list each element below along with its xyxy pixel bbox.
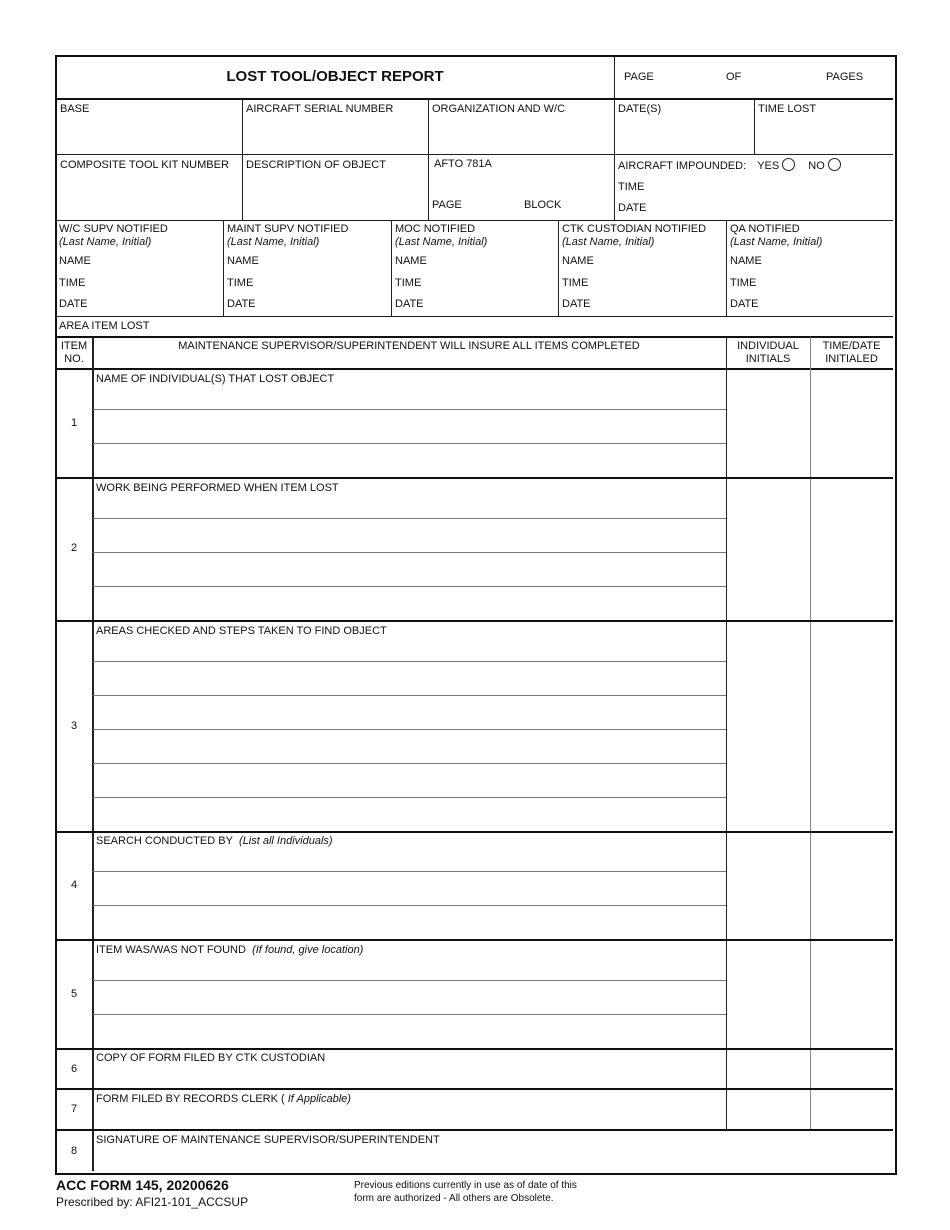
notified-name-field[interactable]: NAME [59,255,91,267]
item-number: 3 [70,720,78,732]
impounded-time-field[interactable]: TIME [618,181,645,193]
notified-title: W/C SUPV NOTIFIED [59,223,168,235]
item-number: 4 [70,879,78,891]
instruction-header: MAINTENANCE SUPERVISOR/SUPERINTENDENT WILL INSURE ALL ITEMS COMPLETED [178,340,640,352]
notified-name-field[interactable]: NAME [227,255,259,267]
aircraft-impounded-label: AIRCRAFT IMPOUNDED: YES NO [618,158,841,173]
afto-block-field[interactable]: BLOCK [524,199,562,211]
form-id: ACC FORM 145, 20200626 [56,1177,229,1193]
notified-title: MOC NOTIFIED [395,223,476,235]
item-no-header: ITEM NO. [60,340,88,365]
item-number: 5 [70,988,78,1000]
dates-field[interactable]: DATE(S) [618,103,662,115]
impounded-date-field[interactable]: DATE [618,202,647,214]
base-field[interactable]: BASE [60,103,90,115]
notified-date-field[interactable]: DATE [562,298,591,310]
timedate-header: TIME/DATE INITIALED [822,340,881,365]
item-label: SEARCH CONDUCTED BY (List all Individuals) [96,835,333,847]
item-label: AREAS CHECKED AND STEPS TAKEN TO FIND OBJECT [96,625,387,637]
notified-title: CTK CUSTODIAN NOTIFIED [562,223,707,235]
notified-subtitle: (Last Name, Initial) [562,236,655,248]
notified-title: MAINT SUPV NOTIFIED [227,223,349,235]
item-number: 7 [70,1103,78,1115]
item-number: 6 [70,1063,78,1075]
no-radio[interactable] [828,158,841,171]
notified-name-field[interactable]: NAME [395,255,427,267]
notified-date-field[interactable]: DATE [227,298,256,310]
afto-label: AFTO 781A [434,158,492,170]
initials-header: INDIVIDUAL INITIALS [737,340,799,365]
notified-subtitle: (Last Name, Initial) [730,236,823,248]
signature-label[interactable]: SIGNATURE OF MAINTENANCE SUPERVISOR/SUPERINTENDENT [96,1134,440,1146]
afto-page-field[interactable]: PAGE [432,199,462,211]
notified-time-field[interactable]: TIME [227,277,254,289]
item-label: NAME OF INDIVIDUAL(S) THAT LOST OBJECT [96,373,335,385]
notified-date-field[interactable]: DATE [395,298,424,310]
notified-time-field[interactable]: TIME [562,277,589,289]
area-item-lost-field[interactable]: AREA ITEM LOST [59,320,150,332]
item-label: FORM FILED BY RECORDS CLERK ( If Applicable) [96,1093,351,1105]
composite-kit-field[interactable]: COMPOSITE TOOL KIT NUMBER [60,159,229,171]
form-title: LOST TOOL/OBJECT REPORT [226,68,444,85]
page-label: PAGE [624,71,654,83]
notified-subtitle: (Last Name, Initial) [227,236,320,248]
item-number: 8 [70,1145,78,1157]
editions-note-2: form are authorized - All others are Obsolete. [354,1193,554,1204]
notified-time-field[interactable]: TIME [730,277,757,289]
prescribed-by: Prescribed by: AFI21-101_ACCSUP [56,1195,249,1209]
notified-time-field[interactable]: TIME [395,277,422,289]
notified-subtitle: (Last Name, Initial) [59,236,152,248]
notified-date-field[interactable]: DATE [730,298,759,310]
aircraft-serial-field[interactable]: AIRCRAFT SERIAL NUMBER [246,103,394,115]
item-label: COPY OF FORM FILED BY CTK CUSTODIAN [96,1052,326,1064]
of-label: OF [726,71,742,83]
notified-subtitle: (Last Name, Initial) [395,236,488,248]
notified-name-field[interactable]: NAME [730,255,762,267]
yes-radio[interactable] [782,158,795,171]
item-number: 2 [70,542,78,554]
organization-field[interactable]: ORGANIZATION AND W/C [432,103,566,115]
notified-title: QA NOTIFIED [730,223,800,235]
item-number: 1 [70,417,78,429]
description-field[interactable]: DESCRIPTION OF OBJECT [246,159,386,171]
notified-name-field[interactable]: NAME [562,255,594,267]
item-label: WORK BEING PERFORMED WHEN ITEM LOST [96,482,339,494]
pages-label: PAGES [826,71,864,83]
notified-date-field[interactable]: DATE [59,298,88,310]
editions-note-1: Previous editions currently in use as of date of this [354,1180,577,1191]
time-lost-field[interactable]: TIME LOST [758,103,817,115]
item-label: ITEM WAS/WAS NOT FOUND (If found, give location) [96,944,364,956]
notified-time-field[interactable]: TIME [59,277,86,289]
